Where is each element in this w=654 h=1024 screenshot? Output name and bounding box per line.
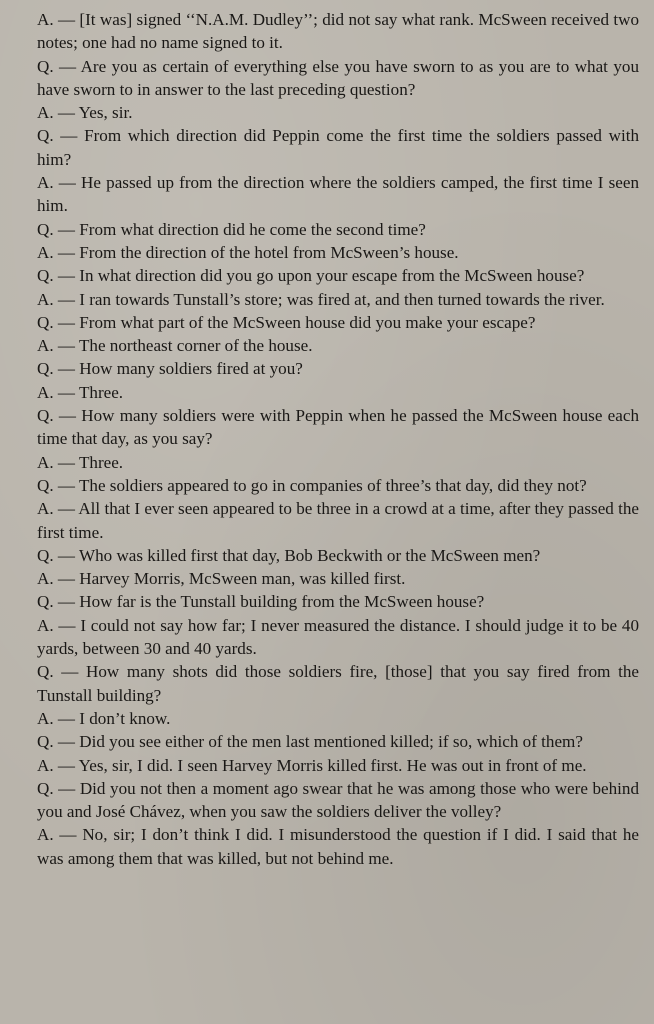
paragraph-answer: A. — Yes, sir, I did. I seen Harvey Morris killed first. He was out in front of me.: [37, 755, 587, 775]
paragraph-question: Q. — Who was killed first that day, Bob Beckwith or the McSween men?: [37, 545, 541, 565]
paragraph-answer: A. — From the direction of the hotel from McSween’s house.: [37, 242, 459, 262]
paragraph-answer: A. — Three.: [37, 382, 124, 402]
paragraph-question: Q. — How many soldiers were with Peppin when he passed the McSween house each time that day, as you say?: [37, 406, 639, 449]
paragraph-answer: A. — He passed up from the direction where the soldiers camped, the first time I seen him.: [37, 173, 639, 216]
paragraph-question: Q. — How far is the Tunstall building from the McSween house?: [37, 592, 485, 612]
paragraph-question: Q. — How many shots did those soldiers fire, [those] that you say fired from the Tunstall building?: [37, 662, 639, 705]
paragraph-answer: A. — Three.: [37, 452, 124, 472]
paragraph-question: Q. — From which direction did Peppin come the first time the soldiers passed with him?: [37, 126, 639, 169]
paragraph-question: Q. — Did you see either of the men last mentioned killed; if so, which of them?: [37, 732, 583, 752]
paragraph-question: Q. — Did you not then a moment ago swear that he was among those who were behind you and José Chávez, when you saw the soldiers deliver the volley?: [37, 778, 639, 822]
paragraph-answer: A. — I could not say how far; I never measured the distance. I should judge it to be 40 yards, between 30 and 40 yards.: [37, 615, 639, 659]
paragraph-question: Q. — From what part of the McSween house did you make your escape?: [37, 312, 536, 332]
paragraph-question: Q. — Are you as certain of everything else you have sworn to as you are to what you have sworn to in answer to the last preceding question?: [37, 56, 639, 99]
paragraph-answer: A. — Harvey Morris, McSween man, was killed first.: [37, 569, 406, 589]
paragraph-answer: A. — [It was] signed ‘‘N.A.M. Dudley’’; did not say what rank. McSween received two notes; one had no name signed to it.: [37, 10, 639, 53]
paragraph-answer: A. — I ran towards Tunstall’s store; was fired at, and then turned towards the river.: [37, 289, 605, 309]
paragraph-answer: A. — The northeast corner of the house.: [37, 336, 313, 356]
paragraph-answer: A. — No, sir; I don’t think I did. I misunderstood the question if I did. I said that he was among them that was killed, but not behind me.: [37, 825, 639, 868]
paragraph-answer: A. — All that I ever seen appeared to be three in a crowd at a time, after they passed the first time.: [37, 499, 639, 542]
paragraph-question: Q. — In what direction did you go upon your escape from the McSween house?: [37, 266, 585, 286]
paragraph-answer: A. — I don’t know.: [37, 708, 171, 728]
paragraph-question: Q. — From what direction did he come the second time?: [37, 219, 426, 239]
paragraph-question: Q. — How many soldiers fired at you?: [37, 359, 303, 379]
paragraph-question: Q. — The soldiers appeared to go in companies of three’s that day, did they not?: [37, 475, 587, 495]
document-page: [37, 8, 639, 870]
paragraph-answer: A. — Yes, sir.: [37, 103, 133, 123]
